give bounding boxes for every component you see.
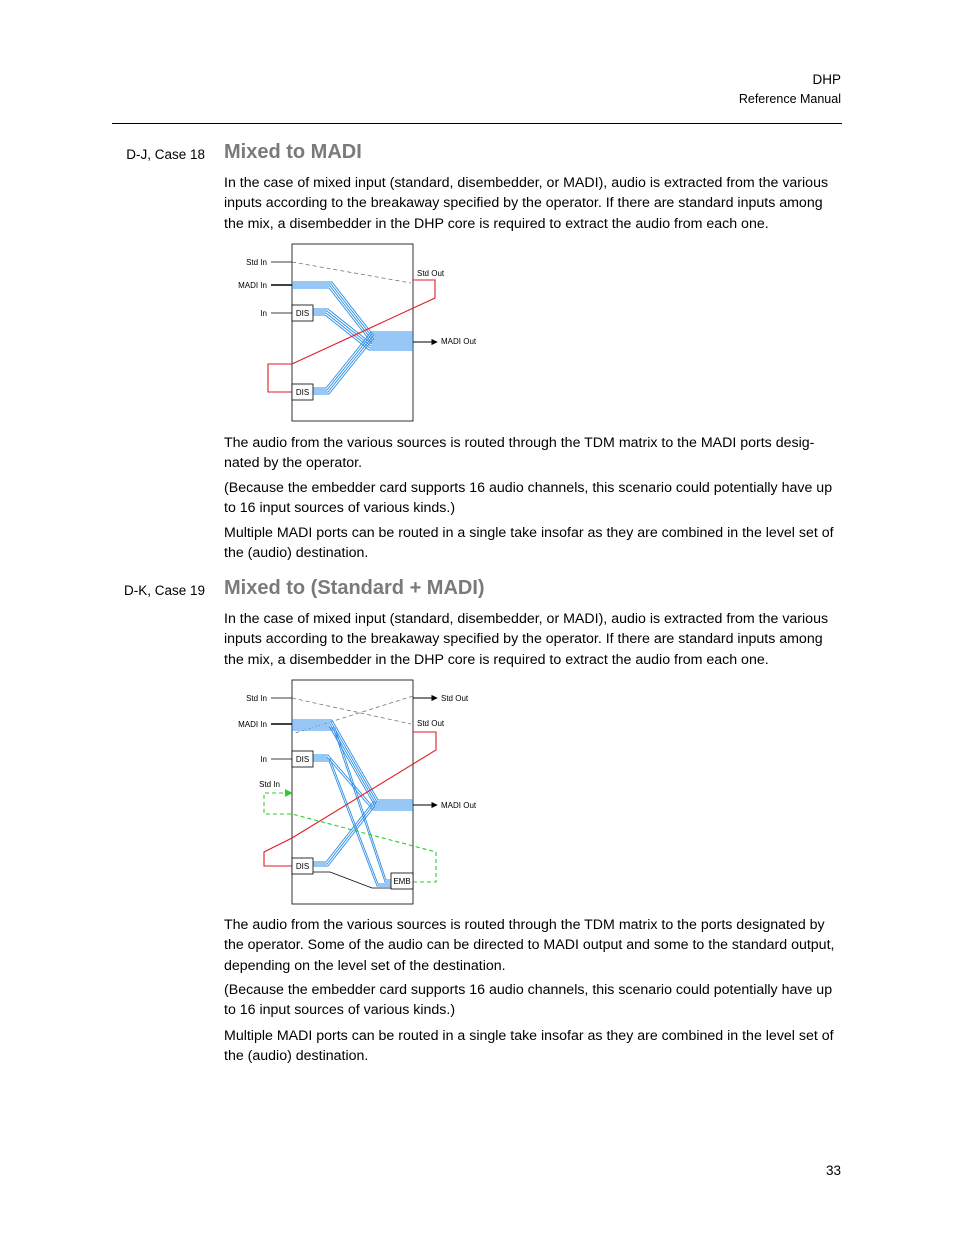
label-std-out-internal: Std Out [417, 719, 445, 728]
paragraph: In the case of mixed input (standard, disembedder, or MADI), audio is extracted from the various inputs according to the breakaway specified by the operator. If there are standard inputs among the mix, a disembedder in the DHP core is required to extract the audio from each one. [224, 611, 829, 668]
svg-text:DIS: DIS [295, 755, 310, 764]
paragraph: The audio from the various sources is routed through the TDM matrix to the MADI ports desig-nated by the operator. [224, 435, 815, 472]
label-madi-in: MADI In [238, 720, 267, 729]
section-label-case-19: D-K, Case 19 [123, 583, 205, 598]
paragraph: Multiple MADI ports can be routed in a single take insofar as they are combined in the level set of the (audio) destination. [224, 1028, 834, 1065]
section-title-mixed-to-madi: Mixed to MADI [224, 141, 362, 163]
label-std-in-loop: Std In [259, 780, 280, 789]
paragraph: (Because the embedder card supports 16 audio channels, this scenario could potentially have up to 16 input sources of various kinds.) [224, 480, 833, 517]
paragraph: (Because the embedder card supports 16 audio channels, this scenario could potentially have up to 16 input sources of various kinds.) [224, 982, 833, 1019]
label-madi-out: MADI Out [441, 337, 477, 346]
header-rule [112, 123, 842, 124]
label-madi-in: MADI In [238, 281, 267, 290]
section-title-mixed-to-standard-madi: Mixed to (Standard + MADI) [224, 577, 485, 599]
section-label-case-18: D-J, Case 18 [126, 147, 205, 162]
label-in: In [260, 309, 267, 318]
diagram-mixed-to-madi [230, 240, 490, 425]
diagram-mixed-to-standard-madi [230, 676, 495, 908]
header-product: DHP [812, 72, 841, 87]
label-std-in: Std In [246, 258, 267, 267]
paragraph: The audio from the various sources is routed through the TDM matrix to the ports designated by the operator. Some of the audio can be directed to MADI output and some to the standard output, depending on the level set of the destination. [224, 917, 835, 974]
label-std-out-external: Std Out [441, 694, 469, 703]
page-number: 33 [825, 1163, 841, 1178]
header-manual-title: Reference Manual [738, 92, 841, 106]
svg-text:DIS: DIS [295, 388, 310, 397]
svg-text:EMB: EMB [393, 877, 411, 886]
paragraph: In the case of mixed input (standard, disembedder, or MADI), audio is extracted from the various inputs according to the breakaway specified by the operator. If there are standard inputs among the mix, a disembedder in the DHP core is required to extract the audio from each one. [224, 175, 829, 232]
paragraph: Multiple MADI ports can be routed in a single take insofar as they are combined in the level set of the (audio) destination. [224, 525, 834, 562]
svg-text:DIS: DIS [295, 862, 310, 871]
label-std-in: Std In [246, 694, 267, 703]
label-madi-out: MADI Out [441, 801, 477, 810]
label-in: In [260, 755, 267, 764]
label-std-out: Std Out [417, 269, 445, 278]
svg-text:DIS: DIS [295, 309, 310, 318]
